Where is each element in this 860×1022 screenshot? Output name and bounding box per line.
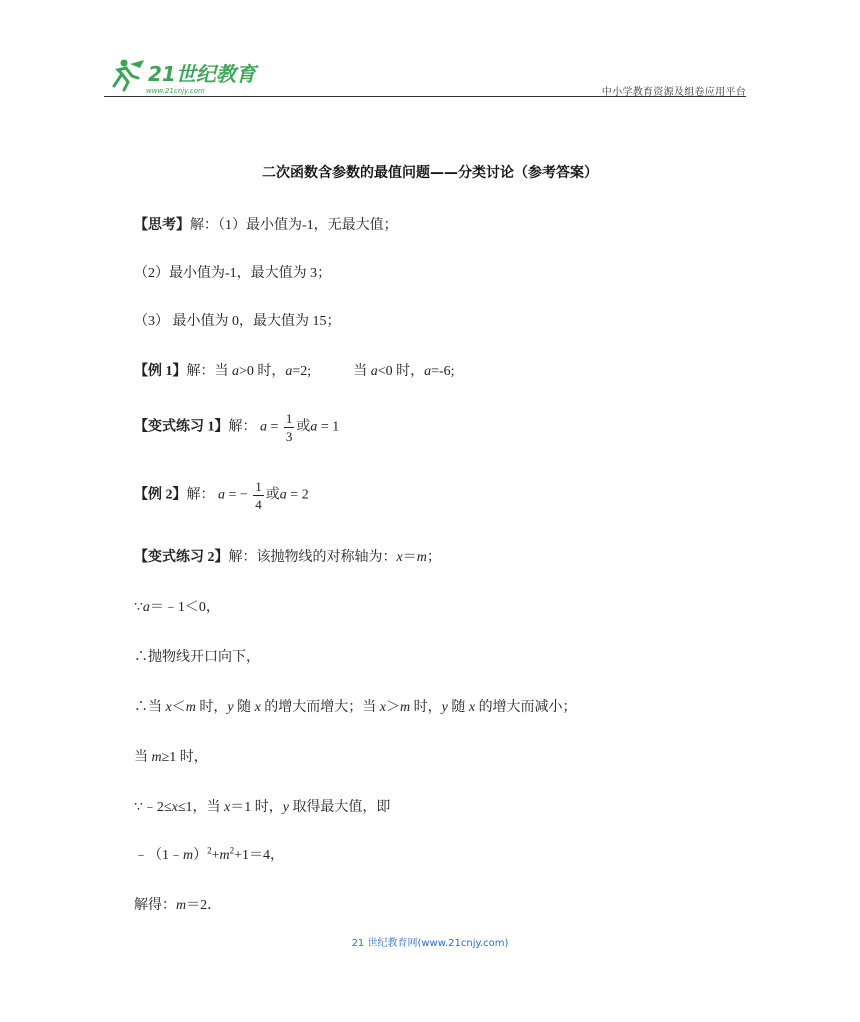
example-2-line	[134, 478, 309, 513]
text: ∴当	[134, 700, 166, 715]
var: m	[416, 550, 427, 565]
runner-icon	[114, 60, 144, 91]
text: 取得最大值，即	[288, 800, 391, 815]
text: 的增大而增大；当	[260, 700, 380, 715]
var: a	[370, 364, 378, 379]
var: x	[379, 700, 386, 715]
var: m	[400, 700, 411, 715]
text: ）	[193, 848, 208, 863]
think-line-3: （3） 最小值为 0，最大值为 15；	[134, 314, 341, 329]
var: a	[142, 600, 150, 615]
var: x	[468, 700, 476, 715]
example-1-label: 【例 1】	[134, 364, 187, 379]
text: 的增大而减小；	[475, 700, 577, 715]
var: x	[165, 700, 172, 715]
var: y	[441, 700, 448, 715]
var: x	[254, 700, 261, 715]
text: = 2	[286, 487, 309, 503]
denominator: 3	[285, 429, 293, 444]
text: ＜	[171, 700, 186, 715]
text: >0 时，	[239, 364, 286, 379]
text: 或	[296, 419, 311, 435]
text: <0 时，	[377, 364, 425, 379]
text: ；	[426, 550, 441, 565]
fraction	[253, 478, 264, 513]
var: m	[176, 898, 187, 913]
var: a	[424, 364, 432, 379]
text: 时，	[195, 700, 228, 715]
header-platform-text: 中小学教育资源及组卷应用平台	[601, 87, 746, 98]
numerator: 1	[285, 411, 293, 426]
text: ＝	[402, 550, 417, 565]
numerator: 1	[255, 479, 262, 494]
think-line-1	[134, 214, 398, 234]
variant-2-line-5	[134, 746, 208, 766]
page-header	[104, 56, 746, 98]
text: +	[211, 848, 220, 863]
text: 当	[353, 364, 371, 379]
text: ＝2．	[186, 898, 222, 913]
text: =	[267, 419, 282, 435]
text: 解：当	[186, 364, 232, 379]
variant-1-line	[134, 410, 339, 445]
text: 解：该抛物线的对称轴为：	[228, 550, 397, 565]
variant-2-line-3: ∴抛物线开口向下，	[134, 650, 260, 665]
text: 解：	[228, 419, 257, 435]
header-divider	[104, 96, 746, 97]
variant-2-line-4	[134, 696, 577, 716]
text: 时，	[410, 700, 442, 715]
logo-text: 21世纪教育	[148, 62, 256, 86]
site-logo	[104, 56, 264, 96]
text: ≤1，当	[177, 800, 224, 815]
var: m	[183, 848, 194, 863]
text: ∵	[134, 600, 143, 615]
var: a	[310, 419, 318, 435]
page-footer[interactable]: 21 世纪教育网(www.21cnjy.com)	[351, 938, 509, 949]
variant-1-label: 【变式练习 1】	[134, 419, 229, 435]
text: 当	[134, 750, 152, 765]
denominator: 4	[255, 497, 262, 512]
superscript: 2	[229, 845, 235, 856]
variant-2-line-2	[134, 596, 220, 616]
text: =2;	[292, 364, 312, 379]
var: x	[396, 550, 403, 565]
page-title: 二次函数含参数的最值问题——分类讨论（参考答案）	[262, 165, 598, 181]
text: = 1	[317, 419, 340, 435]
text: ≥1 时，	[161, 750, 208, 765]
var: x	[224, 800, 231, 815]
text: 或	[265, 487, 280, 503]
think-text-1: 解：（1）最小值为-1，无最大值；	[190, 218, 398, 233]
var: a	[260, 419, 267, 435]
fraction	[284, 410, 295, 445]
text: 解得：	[134, 898, 176, 913]
text: +1＝4，	[234, 848, 285, 863]
text: = −	[225, 487, 248, 503]
variant-2-line-8	[134, 894, 221, 914]
var: y	[282, 800, 289, 815]
text: ∵﹣2≤	[134, 800, 172, 815]
text: 解：	[186, 487, 215, 503]
variant-2-line-7	[134, 844, 284, 864]
var: x	[171, 800, 178, 815]
var: a	[285, 364, 293, 379]
think-line-2: （2）最小值为-1，最大值为 3；	[134, 266, 332, 281]
variant-2-line-6	[134, 796, 390, 816]
text: 随	[233, 700, 255, 715]
var: m	[185, 700, 196, 715]
var: a	[279, 487, 287, 503]
text: ＝1 时，	[230, 800, 283, 815]
logo-url: www.21cnjy.com	[146, 87, 205, 95]
var: a	[232, 364, 239, 379]
text: ﹣（1﹣	[134, 848, 183, 863]
variant-2-label: 【变式练习 2】	[134, 550, 229, 565]
var: m	[151, 750, 162, 765]
var: m	[219, 848, 230, 863]
var: a	[218, 487, 225, 503]
think-label: 【思考】	[134, 218, 190, 233]
superscript: 2	[207, 845, 212, 856]
text: 随	[447, 700, 469, 715]
variant-2-line-1	[134, 546, 441, 566]
text: =-6;	[431, 364, 455, 379]
var: y	[227, 700, 234, 715]
text: ＞	[386, 700, 400, 715]
example-2-label: 【例 2】	[134, 487, 187, 503]
text: ＝﹣1＜0，	[149, 600, 220, 615]
example-1-line	[134, 360, 455, 380]
